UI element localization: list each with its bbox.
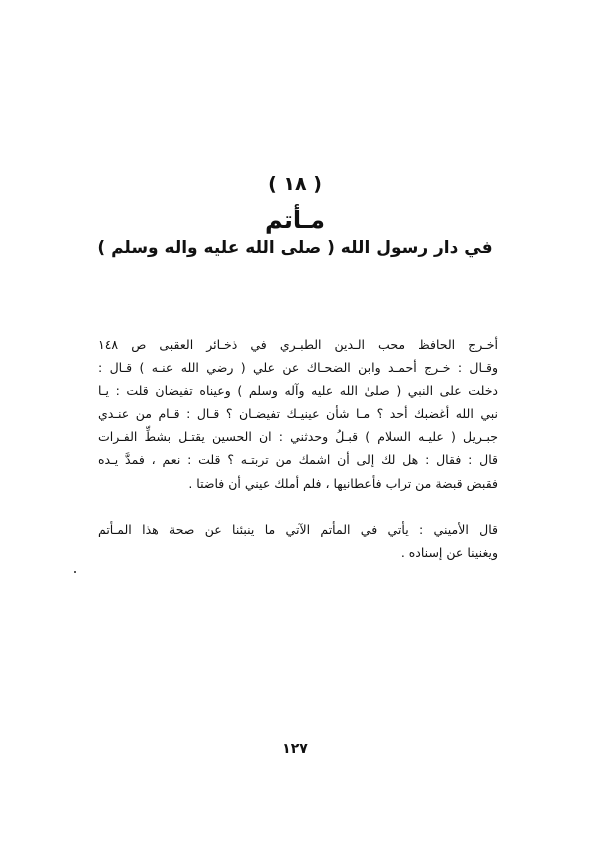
text-line: دخلت على النبي ( صلىٰ الله عليه وآله وسلم ) وعيناه تفيضان قلت : يـا [98, 383, 498, 399]
chapter-subtitle: في دار رسول الله ( صلى الله عليه واله وسلم ) [97, 238, 493, 258]
text-line: وقـال : خـرج أحمـد وابن الضحـاك عن علي ( رضي الله عنـه ) قـال : [98, 360, 498, 376]
chapter-number: ( ١٨ ) [268, 173, 322, 195]
paragraph-commentary [98, 518, 498, 564]
page-number: ١٢٧ [282, 741, 308, 757]
text-line: جبـريل ( عليـه السلام ) قبـلُ وحدثني : ان الحسين يقتـل بشطِّ الفـرات [98, 429, 498, 445]
paragraph-narration [98, 333, 498, 495]
text-line: ويغنينا عن إسناده . [400, 545, 498, 561]
text-line: فقبض قبضة من تراب فأعطانيها ، فلم أملك عيني أن فاضتا . [188, 475, 498, 491]
text-line: قال الأميني : يأتي في المأتم الآتي ما ينبئنا عن صحة هذا المـأتم [98, 522, 498, 537]
chapter-title: مـأتم [265, 206, 325, 234]
stray-dot-mark [74, 571, 76, 573]
text-line: نبي الله أغضبك أحد ؟ مـا شأن عينيـك تفيضـان ؟ قـال : قـام من عنـدي [98, 406, 498, 422]
text-line: قال : فقال : هل لك إلى أن اشمك من تربتـه ؟ قلت : نعم ، فمدَّ يـده [98, 452, 498, 468]
text-line: أخـرج الحافظ محب الـدين الطبـري في ذخـائر العقبى ص ١٤٨ [98, 337, 498, 352]
